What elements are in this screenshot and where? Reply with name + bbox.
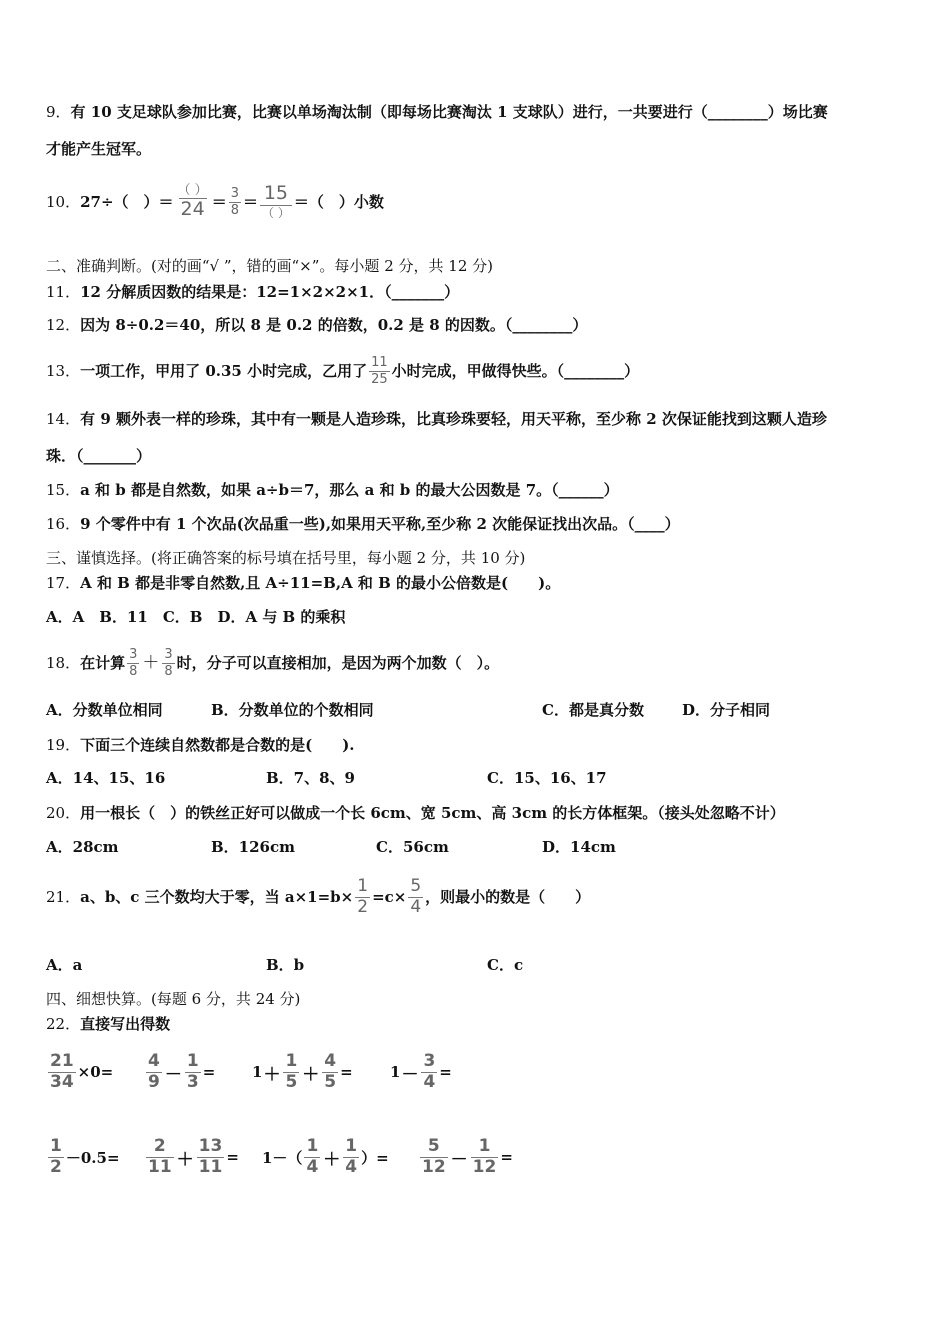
fraction: $\frac{11}{25}$ — [371, 354, 388, 387]
q21-option-a: A．a — [46, 956, 83, 974]
question-13: 13． 一项工作，甲用了 0.35 小时完成，乙用了 $\frac{11}{25}$ 小时完成，甲做得快些。（________） — [46, 354, 640, 387]
q19-option-c: C．15、16、17 — [487, 769, 607, 787]
question-19: 19．下面三个连续自然数都是合数的是( ). — [46, 736, 355, 754]
fraction: $\frac{3}{8}$ — [230, 185, 239, 218]
calc-r1-c3: 1 ＋ $\frac{1}{5}$ ＋ $\frac{4}{5}$ = — [252, 1050, 353, 1092]
calc-r1-c2: $\frac{4}{9}$ － $\frac{1}{3}$ = — [148, 1050, 216, 1092]
question-9 — [46, 102, 828, 122]
fraction: $\frac{2}{11}$ — [148, 1135, 172, 1177]
fraction: $\frac{1}{3}$ — [186, 1050, 199, 1092]
fraction: $\frac{15}{( )}$ — [262, 182, 290, 221]
question-11: 11．12 分解质因数的结果是：12=1×2×2×1．（_______） — [46, 283, 460, 301]
calc-r2-c1: $\frac{1}{2}$ －0.5= — [50, 1135, 120, 1177]
section-2-title: 二、准确判断。(对的画“√ ”，错的画“×”。每小题 2 分，共 12 分) — [46, 257, 493, 275]
question-22: 22．直接写出得数 — [46, 1015, 171, 1033]
fraction: $\frac{1}{5}$ — [285, 1050, 298, 1092]
fraction: $\frac{5}{4}$ — [410, 875, 422, 917]
fraction: $\frac{1}{2}$ — [50, 1135, 62, 1177]
fraction: $\frac{21}{34}$ — [50, 1050, 74, 1092]
q18-option-a: A．分数单位相同 — [46, 701, 163, 719]
fraction: $\frac{3}{8}$ — [129, 646, 138, 679]
fraction: $\frac{1}{12}$ — [472, 1135, 497, 1177]
question-14: 14．有 9 颗外表一样的珍珠，其中有一颗是人造珍珠，比真珍珠要轻，用天平称，至少称 2 次保证能找到这颗人造珍 — [46, 410, 827, 428]
calc-r1-c1: $\frac{21}{34}$ ×0= — [50, 1050, 114, 1092]
question-10: 10． 27÷（ ）＝ $\frac{( )}{24}$ ＝ $\frac{3}{8}$ ＝ $\frac{15}{( )}$ ＝（ ）小数 — [46, 182, 384, 221]
q21-option-b: B．b — [266, 956, 305, 974]
fraction: $\frac{1}{4}$ — [306, 1135, 319, 1177]
question-21: 21． a、b、c 三个数均大于零，当 a×1=b× $\frac{1}{2}$ =c× $\frac{5}{4}$ ，则最小的数是（ ） — [46, 875, 591, 917]
calc-r1-c4: 1 － $\frac{3}{4}$ = — [390, 1050, 452, 1092]
q18-option-b: B．分数单位的个数相同 — [211, 701, 374, 719]
q19-option-a: A．14、15、16 — [46, 769, 166, 787]
q18-option-d: D．分子相同 — [682, 701, 771, 719]
question-text: 27÷（ ）＝ — [80, 193, 174, 211]
q20-option-d: D．14cm — [542, 838, 616, 856]
calc-r2-c4: $\frac{5}{12}$ － $\frac{1}{12}$ = — [422, 1135, 513, 1177]
question-9-cont: 才能产生冠军。 — [46, 140, 152, 158]
q21-option-c: C．c — [487, 956, 524, 974]
fraction: $\frac{1}{4}$ — [345, 1135, 358, 1177]
q18-option-c: C．都是真分数 — [542, 701, 644, 719]
q20-option-a: A．28cm — [46, 838, 119, 856]
question-text: 有 10 支足球队参加比赛，比赛以单场淘汰制（即每场比赛淘汰 1 支球队）进行，一共要进行（________）场比赛 — [70, 103, 828, 121]
fraction: $\frac{5}{12}$ — [422, 1135, 446, 1177]
q19-option-b: B．7、8、9 — [266, 769, 355, 787]
fraction: $\frac{3}{8}$ — [164, 646, 173, 679]
calc-r2-c2: $\frac{2}{11}$ ＋ $\frac{13}{11}$ = — [148, 1135, 239, 1177]
question-18: 18． 在计算 $\frac{3}{8}$ ＋ $\frac{3}{8}$ 时，分子可以直接相加，是因为两个加数（ ）。 — [46, 646, 500, 679]
q20-option-b: B．126cm — [211, 838, 295, 856]
question-number: 10． — [46, 193, 81, 211]
question-17: 17．A 和 B 都是非零自然数,且 A÷11=B,A 和 B 的最小公倍数是( )。 — [46, 574, 561, 592]
section-3-title: 三、谨慎选择。(将正确答案的标号填在括号里，每小题 2 分，共 10 分) — [46, 549, 526, 567]
fraction: $\frac{4}{5}$ — [324, 1050, 337, 1092]
question-17-options: A．A B．11 C．B D．A 与 B 的乘积 — [46, 608, 346, 626]
fraction: $\frac{13}{11}$ — [198, 1135, 223, 1177]
calc-r2-c3: 1－（ $\frac{1}{4}$ ＋ $\frac{1}{4}$ ）= — [262, 1135, 389, 1177]
question-16: 16．9 个零件中有 1 个次品(次品重一些),如果用天平称,至少称 2 次能保证找出次品。（____） — [46, 515, 680, 533]
question-12: 12．因为 8÷0.2＝40，所以 8 是 0.2 的倍数，0.2 是 8 的因数。（________） — [46, 316, 588, 334]
question-15: 15．a 和 b 都是自然数，如果 a÷b＝7，那么 a 和 b 的最大公因数是 7。（______） — [46, 481, 619, 499]
fraction: $\frac{1}{2}$ — [357, 875, 369, 917]
fraction: $\frac{( )}{24}$ — [177, 182, 208, 221]
section-4-title: 四、细想快算。(每题 6 分，共 24 分) — [46, 990, 301, 1008]
question-number: 9． — [46, 103, 71, 121]
q20-option-c: C．56cm — [376, 838, 449, 856]
question-14-cont: 珠．（_______） — [46, 447, 152, 465]
fraction: $\frac{3}{4}$ — [423, 1050, 436, 1092]
question-20: 20．用一根长（ ）的铁丝正好可以做成一个长 6cm、宽 5cm、高 3cm 的长方体框架。（接头处忽略不计） — [46, 804, 785, 822]
fraction: $\frac{4}{9}$ — [148, 1050, 160, 1092]
